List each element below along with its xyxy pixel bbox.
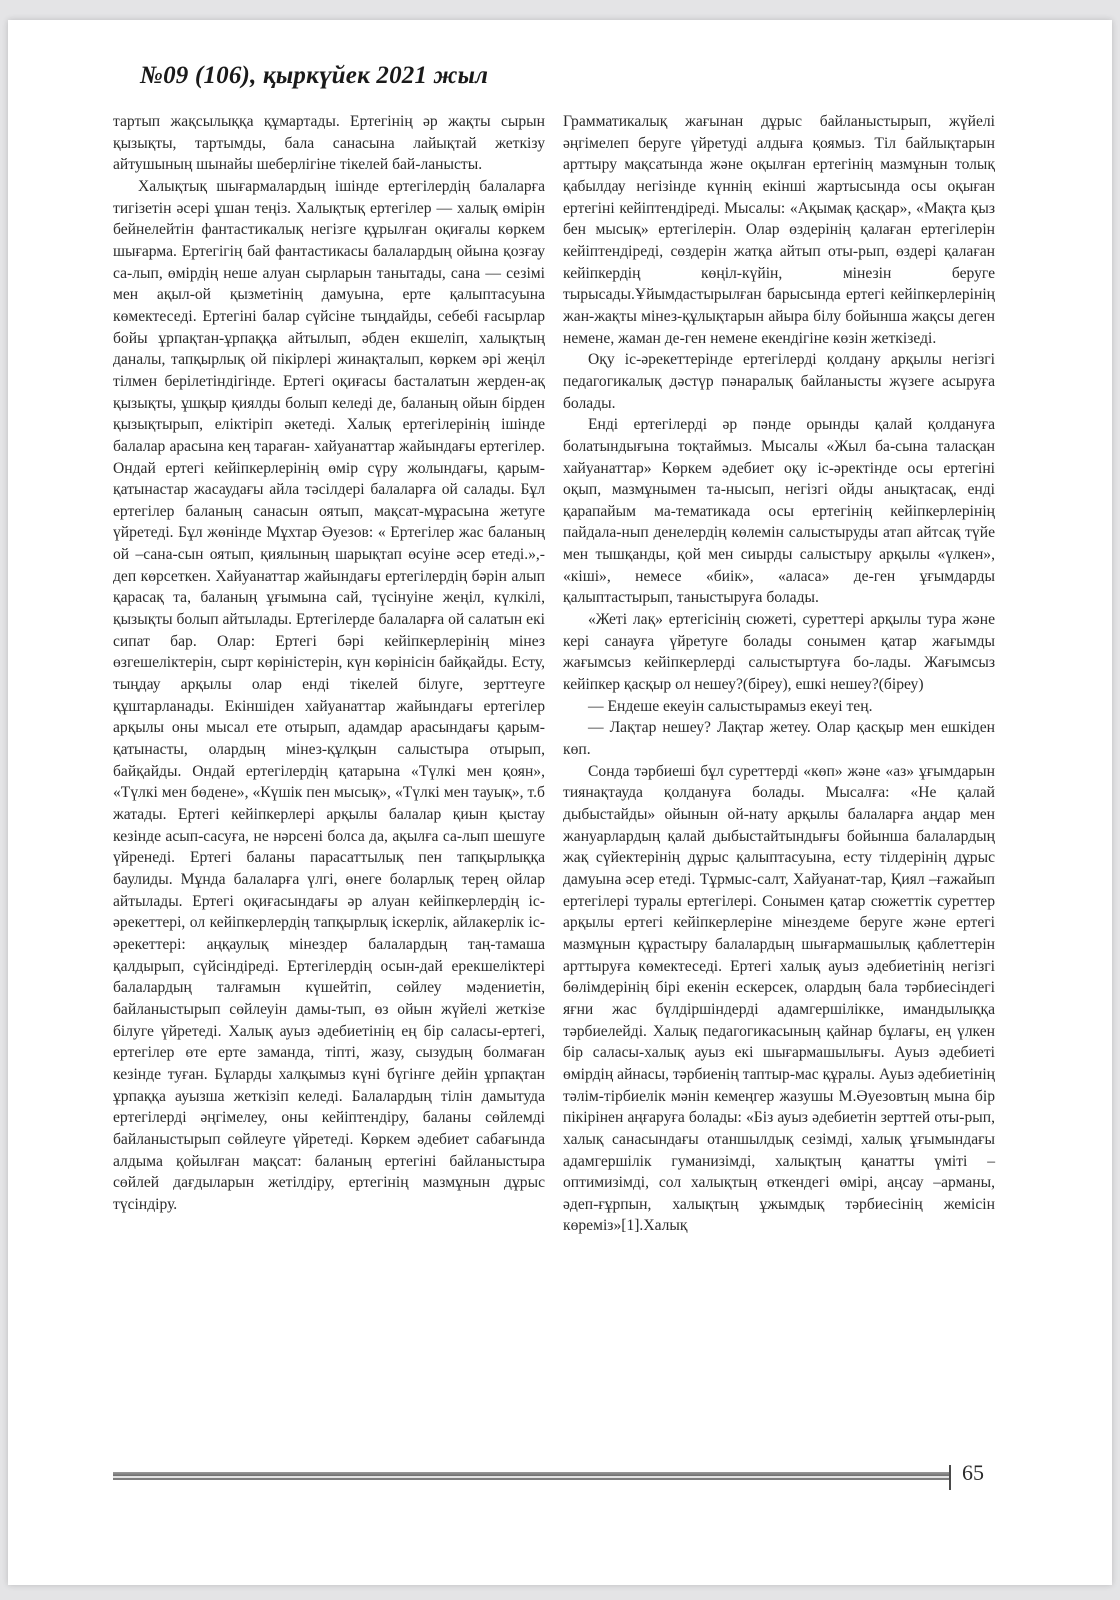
footer-rule <box>113 1472 949 1482</box>
left-column <box>113 111 545 1215</box>
page-header-issue: №09 (106), қыркүйек 2021 жыл <box>140 62 489 89</box>
dialogue-line: — Ендеше екеуін салыстырамыз екеуі тең. <box>588 697 873 715</box>
paragraph: Халықтық шығармалардың ішінде ертегілердің балаларға тигізетін әсері ұшан теңіз. Халықтық ертегілер — халық өмірін бейнелейтін фантастикалық негізге құрылған оқиғалы көркем шығарма. Ертегігің бай фантастикасы балалардың ойына қозғау са-лып, өмірдің неше алуан сырларын танытады, сана — сезімі мен ақыл-ой қызметінің дамуына, ерте қалыптасуына көмектеседі. Ертегіні балар сүйсіне тыңдайды, себебі ғасырлар бойы ұрпақтан-ұрпаққа айтылып, әбден екшеліп, халықтың даналы, тапқырлық ой пікірлері жинақталып, көркем әрі жеңіл тілмен берілетіндігінде. Ертегі оқиғасы басталатын жерден-ақ қызықты, ұшқыр қиялды болып келеді де, баланың ойын бірден қызықтырып, еліктіріп әкетеді. Халық ертегілерінің ішінде балалар арасына кең тараған- хайуанаттар жайындағы ертегілер. Ондай ертегі кейіпкерлерінің өмір сүру жолындағы, қарым-қатынастар жасаудағы айла тәсілдері балаларға ой салады. Бұл ертегілер баланың санасын оятып, мақсат-мұрасына жетуге үйретеді. Бұл жөнінде Мұхтар Әуезов: « Ертегілер жас баланың ой –сана-сын оятып, қиялының шарықтап өсуіне әсер етеді.»,- деп көрсеткен. Хайуанаттар жайындағы ертегілердің бәрін алып қарасақ та, баланың ұғымына сай, түсінуіне жеңіл, күлкілі, қызықты болып айтылады. Ертегілерде балаларға ой салатын екі сипат бар. Олар: Ертегі бәрі кейіпкерлерінің мінез өзгешеліктерін, сырт көріністерін, күн көрінісін байқайды. Есту, тыңдау арқылы олар енді тікелей білуге, зерттеуге құштарланады. Екіншіден хайуанаттар жайындағы ертегілер арқылы оны мысал ете отырып, адамдар арасындағы қарым-қатынасты, олардың мінез-құлқын салыстыра отырып, байқайды. Ондай ертегілердің қатарына «Түлкі мен қоян», «Түлкі мен бөдене», «Күшік пен мысық», «Түлкі мен тауық», т.б жатады. Ертегі кейіпкерлері арқылы балалар қиын қыстау кезінде асып-сасуға, не нәрсені болса да, ақылға са-лып шешуге үйренеді. Ертегі баланы парасаттылық пен тапқырлыққа баулиды. Мұнда балаларға үлгі, өнеге боларлық терең ойлар айтылады. Ертегі оқиғасындағы әр алуан кейіпкерлердің іс-әрекеттері, ол кейіпкерлердің тапқырлық іскерлік, айлакерлік іс-әрекеттері: аңқаулық мінездер балалардың таң-тамаша қалдырып, сүйсіндіреді. Ертегілердің осын-дай ерекшеліктері балалардың талғамын күшейтіп, сөйлеу мәдениетін, байланыстырып сөйлеуін дамы-тып, өз ойын жүйелі жеткізе білуге үйретеді. Халық ауыз әдебиетінің ең бір саласы-ертегі, ертегілер өте ерте заманда, тіпті, жазу, сызудың болмаған кезінде туған. Бұларды халқымыз күні бүгінге дейін ұрпақтан ұрпаққа ауызша жеткізіп келеді. Балалардың тілін дамытуда ертегілерді әңгімелеу, оны кейіптендіру, баланы сөйлемді байланыстырып сөйлеуге үйретеді. Көркем әдебиет сабағында алдыма қойылған мақсат: баланың ертегіні байланыстыра сөйлей дағдыларын жетілдіру, ертегінің мазмұнын дұрыс түсіндіру. <box>113 177 546 1213</box>
paragraph: тартып жақсылыққа құмартады. Ертегінің әр жақты сырын қызықты, тартымды, бала санасына лайықтай жеткізу айтушының шынайы шеберлігіне тікелей бай-ланысты. <box>113 113 545 174</box>
page-number: 65 <box>962 1460 984 1485</box>
footer-rule-thin-line <box>113 1478 949 1480</box>
dialogue-line: — Лақтар нешеу? Лақтар жетеу. Олар қасқыр мен ешкіден көп. <box>563 719 995 759</box>
paragraph: Оқу іс-әрекеттерінде ертегілерді қолдану арқылы негізгі педагогикалық дәстүр пәнаралық байланысты жүзеге асыруға болады. <box>563 351 995 412</box>
paragraph: Сонда тәрбиеші бұл суреттерді «көп» және «аз» ұғымдарын тиянақтауда қолдануға болады. Мысалға: «Не қалай дыбыстайды» ойынын ой-нату арқылы балаларға аңдар мен жануарлардың қалай дыбыстайтындығы бойынша балалардың жақ сүйектерінің дұрыс қалыптасуына, есту тілдерінің дұрыс дамуына әсер етеді. Тұрмыс-салт, Хайуанат-тар, Қиял –ғажайып ертегілері туралы ертегілері. Сонымен қатар сюжеттік суреттер арқылы ертегі кейіпкерлеріне мінездеме беруге және ертегі мазмұнын құрастыру балалардың шығармашылық қаблеттерін арттыруға көмектеседі. Ертегі халық ауыз әдебиетінің негізгі бөлімдерінің бірі екенін ескерсек, олардың бала тәрбиесіндегі яғни жас бүлдіршіндерді адамгершілікке, имандылыққа тәрбиелейді. Халық педагогикасының қайнар бұлағы, ең үлкен бір саласы-халық ауыз екі шығармашылығы. Ауыз әдебиеті өмірдің айнасы, тәрбиенің таптыр-мас құралы. Ауыз әдебиетінің тәлім-тірбиелік мәнін кемеңгер жазушы М.Әуезовтың мына бір пікірінен аңғаруға болады: «Біз ауыз әдебиетін зерттей оты-рып, халық санасындағы отаншылдық сезімді, халық ұғымындағы адамгершілік гуманизімді, халықтың қанатты үміті – оптимизімді, сол халықтың өткендегі өмірі, аңсау –арманы, әдеп-ғұрпын, халықтың ұжымдық тәрбиесінің жемісін көреміз»[1].Халық <box>563 762 995 1235</box>
paragraph: Енді ертегілерді әр пәнде орынды қалай қолдануға болатындығына тоқтаймыз. Мысалы «Жыл ба-сына таласқан хайуанаттар» Көркем әдебиет оқу іс-әректінде осы ертегіні оқып, мазмұнымен та-нысып, негізгі ойды анықтасақ, енді қарапайым ма-тематикада осы ертегінің кейіпкерлерінің пайдала-нып денелердің көлемін салыстыруды атап айтсақ түйе мен тышқанды, қой мен сиырды салыстыру арқылы «үлкен», «кіші», немесе «биік», «аласа» де-ген ұғымдарды қалыптастырып, таныстыруға болады. <box>563 416 995 607</box>
right-column <box>563 111 995 1237</box>
paragraph: Грамматикалық жағынан дұрыс байланыстырып, жүйелі әңгімелеп беруге үйретуді алдыға қоямыз. Тіл байлықтарын арттыру мақсатында және оқылған ертегінің мазмұнын толық қабылдау негізінде күннің екінші жартысында осы оқыған ертегіні кейіптендіреді. Мысалы: «Ақымақ қасқар», «Мақта қыз бен мысық» ертегілерін. Олар өздерінің қалаған ертегілерін кейіптендіреді, сөздерін жатқа айтып оты-рып, өздері қалаған кейіпкердің көңіл-күйін, мінезін беруге тырысады.Ұйымдастырылған барысында ертегі кейіпкерлерінің жан-жақты мінез-құлықтарын айыра білу бойынша жақсы деген немене, жаман де-ген немене екендігіне көзін жеткізеді. <box>563 113 995 347</box>
paragraph: «Жеті лақ» ертегісінің сюжеті, суреттері арқылы тура және кері санауға үйретуге болады сонымен қатар жағымды жағымсыз кейіпкерлерді салыстыртуға бо-лады. Жағымсыз кейіпкер қасқыр ол нешеу?(біреу), ешкі нешеу?(біреу) <box>563 611 995 694</box>
footer-rule-end-tick <box>949 1465 951 1490</box>
